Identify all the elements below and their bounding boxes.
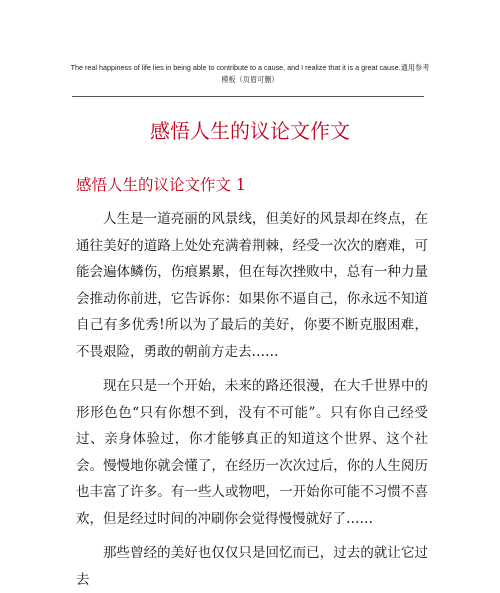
header-line-2: 模板（页眉可删）	[221, 75, 279, 84]
header-line-1: The real happiness of life lies in being able to contribute to a cause, and I realize that it is a great cause.通用参考	[70, 63, 430, 72]
section-title: 感悟人生的议论文作文 1	[76, 176, 246, 194]
paragraph-3: 那些曾经的美好也仅仅只是回忆而已，过去的就让它过去	[76, 545, 428, 588]
page-header	[60, 62, 440, 86]
document-title: 感悟人生的议论文作文	[150, 119, 350, 143]
paragraph-2: 现在只是一个开始，未来的路还很漫，在大千世界中的形形色色“只有你想不到，没有不可能”。只有你自己经受过、亲身体验过，你才能够真正的知道这个世界、这个社会。慢慢地你就会懂了，在经历一次次过后，你的人生阅历也丰富了许多。有一些人或物吧，一开始你可能不习惯不喜欢，但是经过时间的冲刷你会觉得慢慢就好了……	[76, 378, 428, 527]
header-divider	[72, 96, 424, 97]
paragraph-1: 人生是一道亮丽的风景线，但美好的风景却在终点，在通往美好的道路上处处充满着荆棘，经受一次次的磨难，可能会遍体鳞伤，伤痕累累，但在每次挫败中，总有一种力量会推动你前进，它告诉你：如果你不逼自己，你永远不知道自己有多优秀!所以为了最后的美好，你要不断克服困难，不畏艰险，勇敢的朝前方走去……	[76, 211, 428, 360]
